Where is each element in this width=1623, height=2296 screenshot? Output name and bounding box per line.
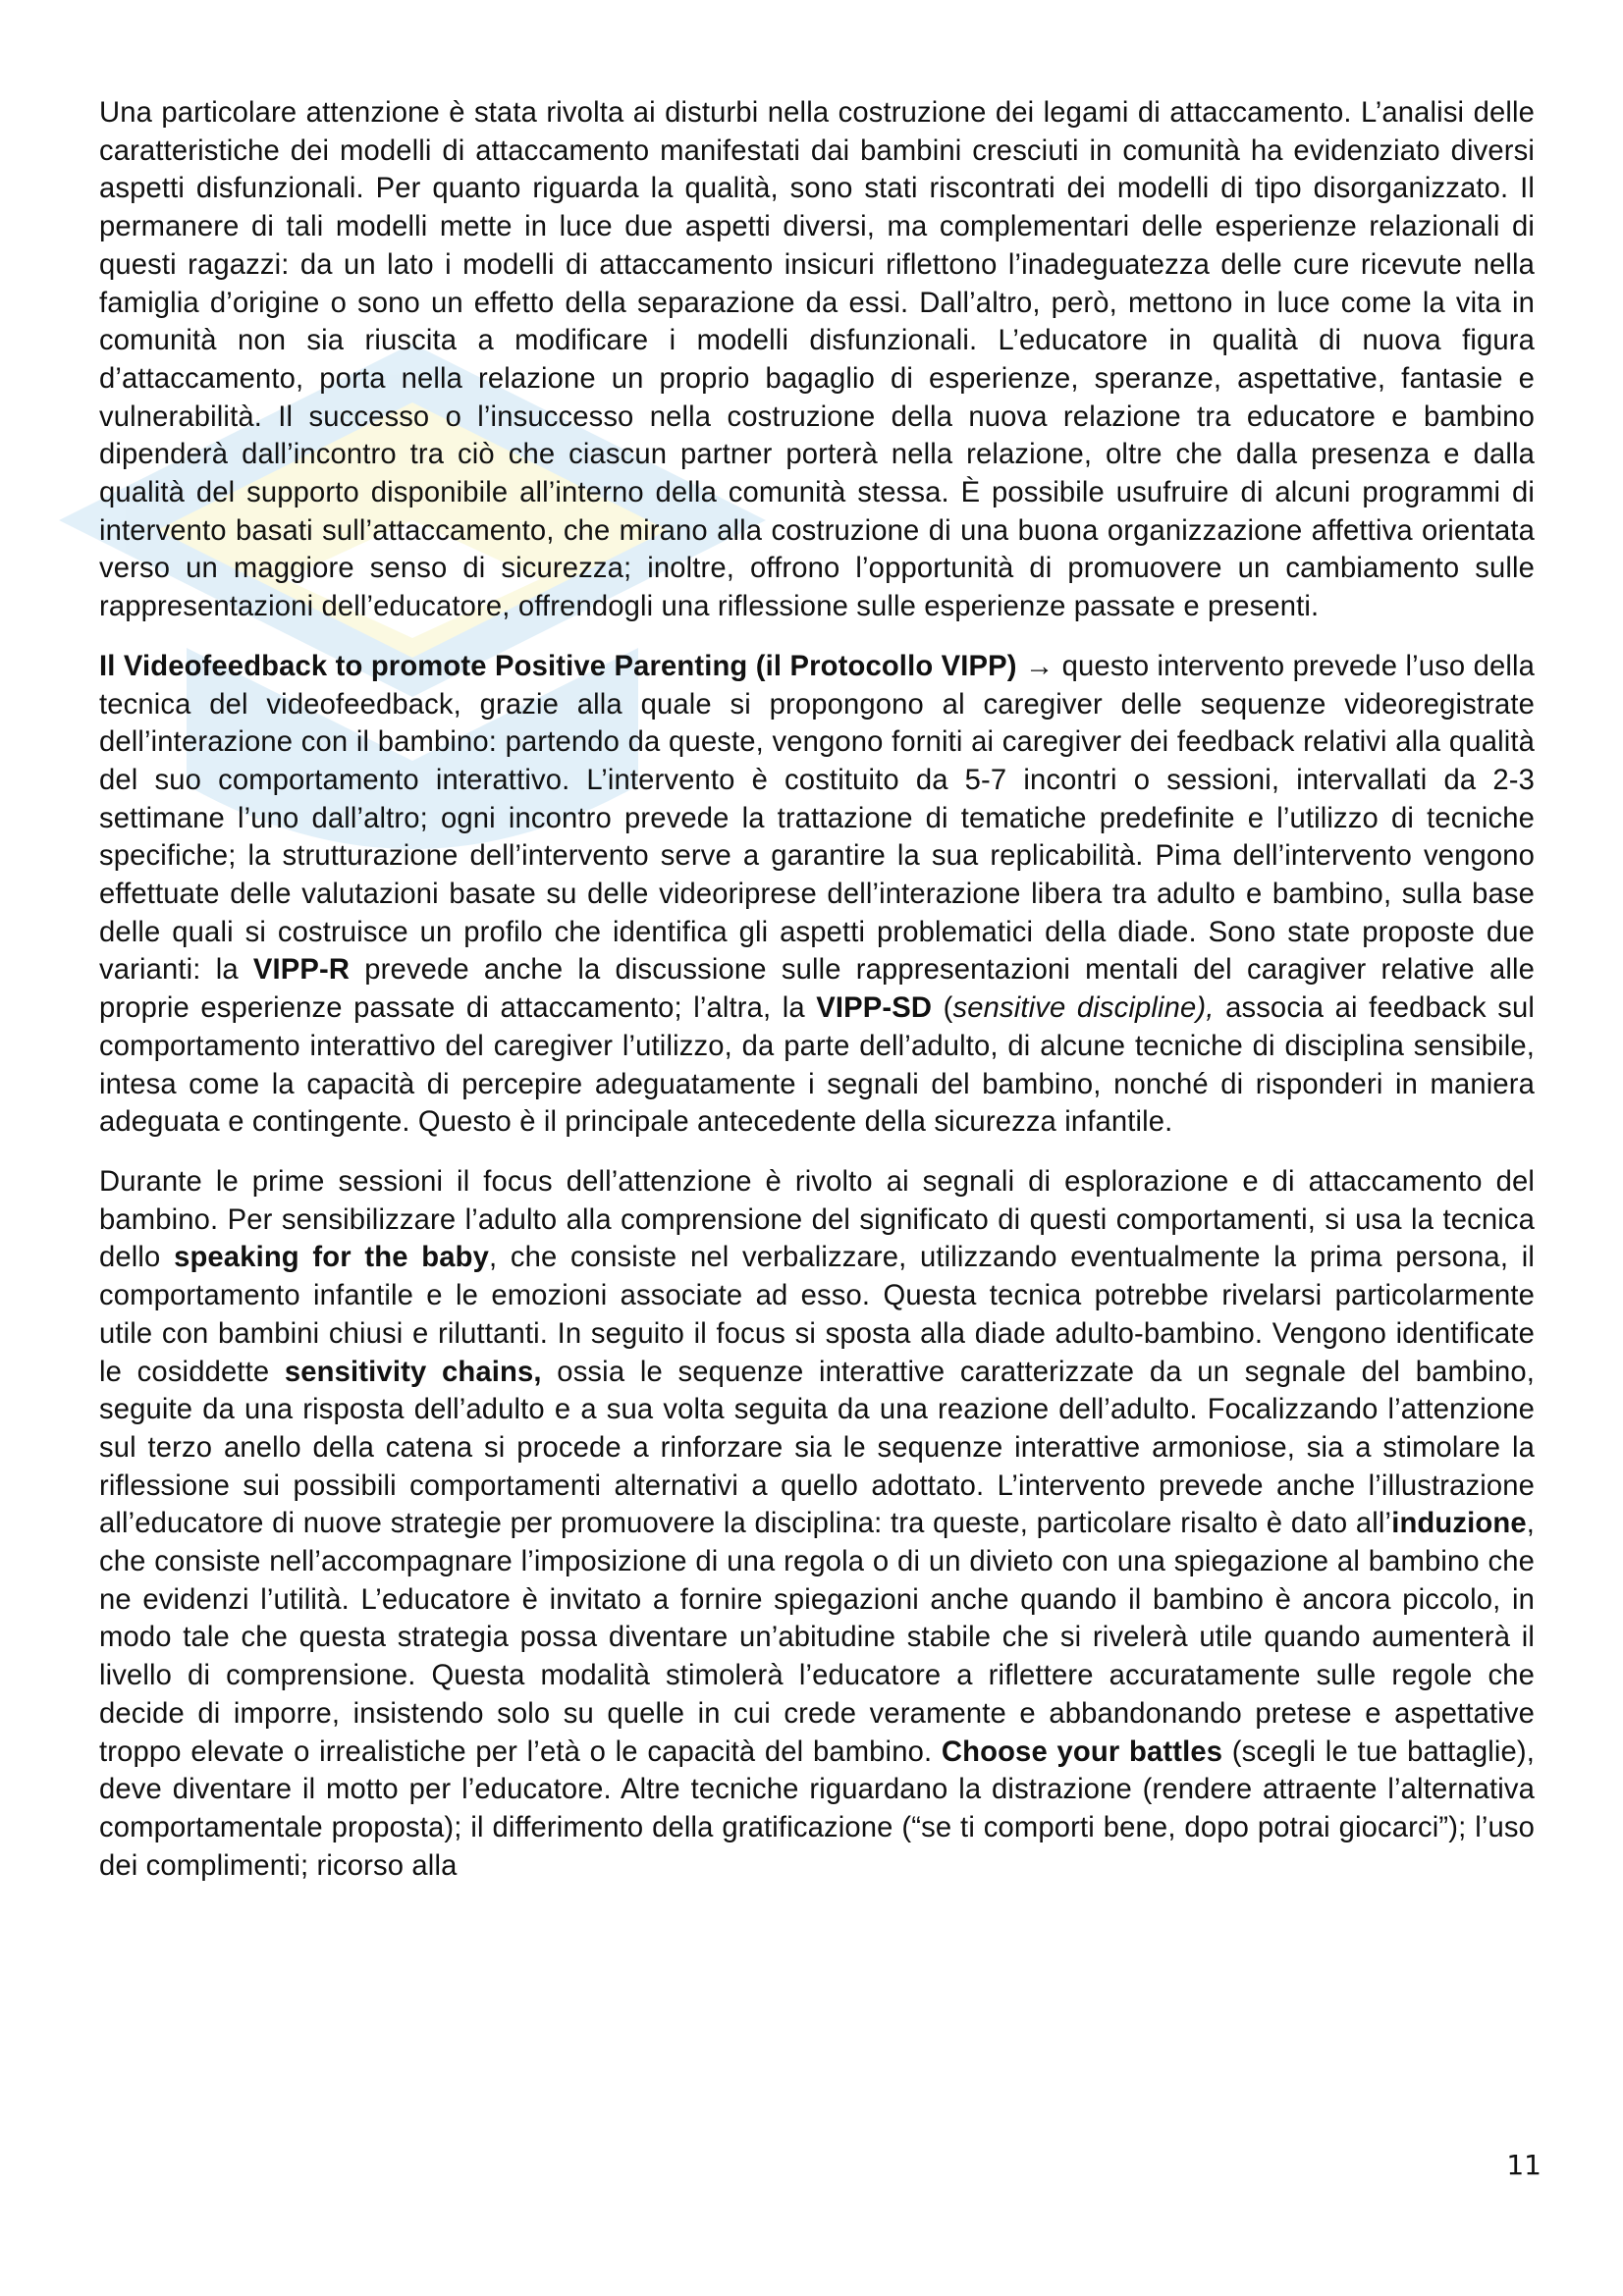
paragraph-vipp <box>99 648 1535 1142</box>
text-segment-normal: Durante le prime sessioni il focus dell’attenzione è rivolto ai segnali di esplorazione e di attaccamento del bambino. Per sensibilizzare l’adulto alla comprensione del significato di questi comportamenti, si usa la tecnica dello <box>99 1165 1535 1274</box>
text-segment-normal: → questo intervento prevede l’uso della tecnica del videofeedback, grazie alla quale si propongono al caregiver delle sequenze videoregistrate dell’interazione con il bambino: partendo da queste, vengono forniti ai caregiver dei feedback relativi alla qualità del suo comportamento interattivo. L’intervento è costituito da 5-7 incontri o sessioni, intervallati da 2-3 settimane l’uno dall’altro; ogni incontro prevede la trattazione di tematiche predefinite e l’utilizzo di tecniche specifiche; la strutturazione dell’intervento serve a garantire la sua replicabilità. Pima dell’intervento vengono effettuate delle valutazioni basate su delle videoriprese dell’interazione libera tra adulto e bambino, sulla base delle quali si costruisce un profilo che identifica gli aspetti problematici della diade. Sono state proposte due varianti: la <box>99 650 1535 987</box>
text-segment-bold: speaking for the baby <box>174 1242 489 1274</box>
text-segment-normal: prevede anche la discussione sulle rappresentazioni mentali del caragiver relative alle proprie esperienze passate di attaccamento; l’altra, la <box>99 954 1535 1025</box>
text-segment-italic: sensitive discipline), <box>952 992 1215 1025</box>
paragraph-sessioni <box>99 1163 1535 1885</box>
text-segment-bold: VIPP-R <box>252 954 351 987</box>
page-body <box>99 94 1535 1885</box>
text-segment-bold: induzione <box>1391 1508 1527 1540</box>
text-segment-bold: sensitivity chains, <box>284 1356 542 1388</box>
text-segment-bold: VIPP-SD <box>816 992 933 1025</box>
text-segment-bold: Il Videofeedback to promote Positive Parenting (il Protocollo VIPP) <box>99 650 1017 682</box>
text-segment-normal: associa ai feedback sul comportamento interattivo del caregiver l’utilizzo, da parte dell’adulto, di alcune tecniche di disciplina sensibile, intesa come la capacità di percepire adeguatamente i segnali del bambino, nonché di risponderi in maniera adeguata e contingente. Questo è il principale antecedente della sicurezza infantile. <box>99 992 1535 1139</box>
text-segment-normal: (scegli le tue battaglie), deve diventare il motto per l’educatore. Altre tecniche riguardano la distrazione (rendere attraente l’alternativa comportamentale proposta); il differimento della gratificazione (“se ti comporti bene, dopo potrai giocarci”); l’uso dei complimenti; ricorso alla <box>99 1735 1535 1882</box>
text-segment-normal: , che consiste nel verbalizzare, utilizzando eventualmente la prima persona, il comportamento infantile e le emozioni associate ad esso. Questa tecnica potrebbe rivelarsi particolarmente utile con bambini chiusi e riluttanti. In seguito il focus si sposta alla diade adulto-bambino. Vengono identificate le cosiddette <box>99 1242 1535 1388</box>
page-number: 11 <box>1506 2149 1542 2181</box>
text-segment-normal: , che consiste nell’accompagnare l’imposizione di una regola o di un divieto con una spiegazione al bambino che ne evidenzi l’utilità. L’educatore è invitato a fornire spiegazioni anche quando il bambino è ancora piccolo, in modo tale che questa strategia possa diventare un’abitudine stabile che si rivelerà utile quando aumenterà il livello di comprensione. Questa modalità stimolerà l’educatore a riflettere accuratamente sulle regole che decide di imporre, insistendo solo su quelle in cui crede veramente e abbandonando pretese e aspettative troppo elevate o irrealistiche per l’età o le capacità del bambino. <box>99 1508 1535 1768</box>
text-segment-normal: ossia le sequenze interattive caratterizzate da un segnale del bambino, seguite da una risposta dell’adulto e a sua volta seguita da una reazione dell’adulto. Focalizzando l’attenzione sul terzo anello della catena si procede a rinforzare sia le sequenze interattive armoniose, sia a stimolare la riflessione sui possibili comportamenti alternativi a quello adottato. L’intervento prevede anche l’illustrazione all’educatore di nuove strategie per promuovere la disciplina: tra queste, particolare risalto è dato all’ <box>99 1356 1536 1540</box>
paragraph-attaccamento <box>99 94 1535 626</box>
text-segment-normal: ( <box>932 992 953 1025</box>
text-segment-normal: Una particolare attenzione è stata rivolta ai disturbi nella costruzione dei legami di attaccamento. L’analisi delle caratteristiche dei modelli di attaccamento manifestati dai bambini cresciuti in comunità ha evidenziato diversi aspetti disfunzionali. Per quanto riguarda la qualità, sono stati riscontrati dei modelli di tipo disorganizzato. Il permanere di tali modelli mette in luce due aspetti diversi, ma complementari delle esperienze relazionali di questi ragazzi: da un lato i modelli di attaccamento insicuri riflettono l’inadeguatezza delle cure ricevute nella famiglia d’origine o sono un effetto della separazione da essi. Dall’altro, però, mettono in luce come la vita in comunità non sia riuscita a modificare i modelli disfunzionali. L’educatore in qualità di nuova figura d’attaccamento, porta nella relazione un proprio bagaglio di esperienze, speranze, aspettative, fantasie e vulnerabilità. Il successo o l’insuccesso nella costruzione della nuova relazione tra educatore e bambino dipenderà dall’incontro tra ciò che ciascun partner porterà nella relazione, oltre che dalla presenza e dalla qualità del supporto disponibile all’interno della comunità stessa. È possibile usufruire di alcuni programmi di intervento basati sull’attaccamento, che mirano alla costruzione di una buona organizzazione affettiva orientata verso un maggiore senso di sicurezza; inoltre, offrono l’opportunità di promuovere un cambiamento sulle rappresentazioni dell’educatore, offrendogli una riflessione sulle esperienze passate e presenti. <box>99 97 1535 623</box>
text-segment-bold: Choose your battles <box>941 1735 1223 1768</box>
